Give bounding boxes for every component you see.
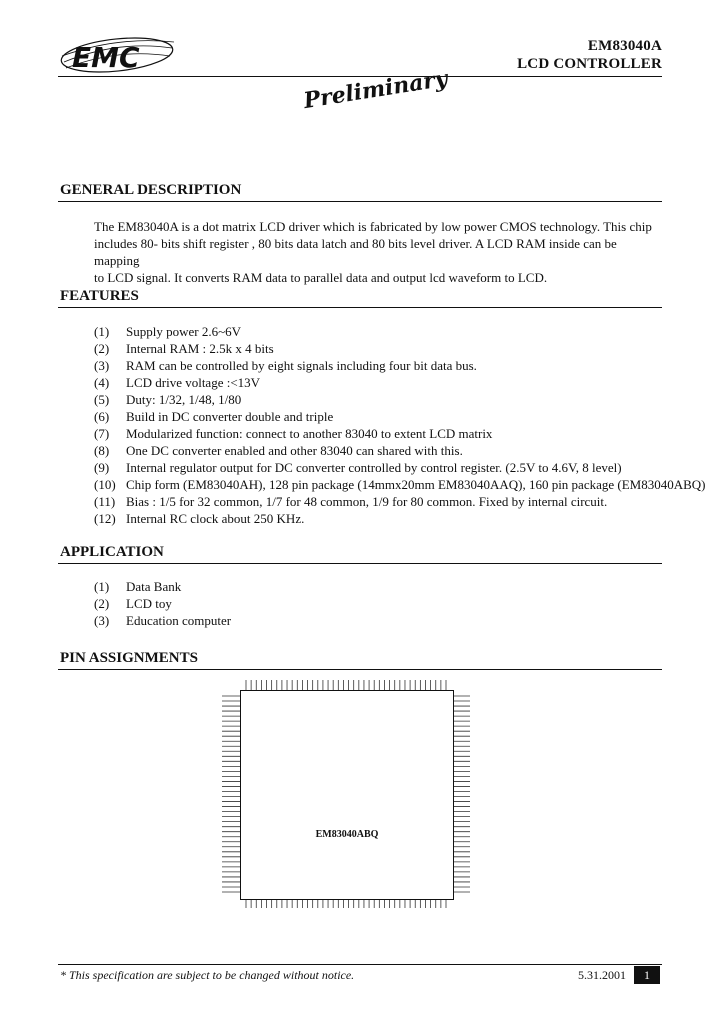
application-list	[94, 578, 231, 629]
list-item: (10) Chip form (EM83040AH), 128 pin package (14mmx20mm EM83040AAQ), 160 pin package (EM83040ABQ)	[94, 477, 706, 492]
general-title: GENERAL DESCRIPTION	[60, 182, 242, 198]
pins-title: PIN ASSIGNMENTS	[60, 650, 198, 666]
list-item: (6) Build in DC converter double and triple	[94, 409, 334, 424]
general-rule	[58, 201, 662, 202]
header-rule	[58, 76, 662, 77]
revision-date: 5.31.2001	[578, 968, 626, 982]
chip-diagram	[200, 668, 500, 940]
list-item: (7) Modularized function: connect to another 83040 to extent LCD matrix	[94, 426, 493, 441]
list-item: (9) Internal regulator output for DC converter controlled by control register. (2.5V to 4.6V, 8 level)	[94, 460, 622, 475]
emc-logo	[58, 36, 176, 74]
preliminary-stamp: Preliminary	[301, 65, 450, 114]
doc-subtitle: LCD CONTROLLER	[517, 56, 662, 72]
list-item: (8) One DC converter enabled and other 83040 can shared with this.	[94, 443, 463, 458]
list-item: (5) Duty: 1/32, 1/48, 1/80	[94, 392, 242, 407]
page-number: 1	[634, 966, 660, 984]
chip-label: EM83040ABQ	[315, 829, 379, 840]
list-item: (3) Education computer	[94, 613, 232, 628]
general-line: The EM83040A is a dot matrix LCD driver which is fabricated by low power CMOS technology. This chip	[94, 219, 652, 234]
list-item: (2) LCD toy	[94, 596, 172, 611]
general-line: includes 80- bits shift register , 80 bits data latch and 80 bits level driver. A LCD RAM inside can be mapping	[94, 236, 617, 268]
list-item: (4) LCD drive voltage :<13V	[94, 375, 261, 390]
features-title: FEATURES	[60, 288, 139, 304]
features-rule	[58, 307, 662, 308]
list-item: (1) Supply power 2.6~6V	[94, 324, 242, 339]
application-rule	[58, 563, 662, 564]
footnote: * This specification are subject to be changed without notice.	[60, 968, 355, 982]
chip-body	[240, 690, 454, 900]
list-item: (1) Data Bank	[94, 579, 182, 594]
footer-rule	[58, 964, 662, 965]
general-paragraph	[94, 218, 664, 286]
list-item: (12) Internal RC clock about 250 KHz.	[94, 511, 305, 526]
list-item: (3) RAM can be controlled by eight signals including four bit data bus.	[94, 358, 477, 373]
list-item: (2) Internal RAM : 2.5k x 4 bits	[94, 341, 274, 356]
list-item: (11) Bias : 1/5 for 32 common, 1/7 for 48 common, 1/9 for 80 common. Fixed by internal circuit.	[94, 494, 608, 509]
features-list	[94, 323, 706, 527]
logo-text: EMC	[72, 41, 140, 74]
general-line: to LCD signal. It converts RAM data to parallel data and output lcd waveform to LCD.	[94, 270, 548, 285]
part-number: EM83040A	[587, 38, 662, 54]
application-title: APPLICATION	[60, 544, 164, 560]
